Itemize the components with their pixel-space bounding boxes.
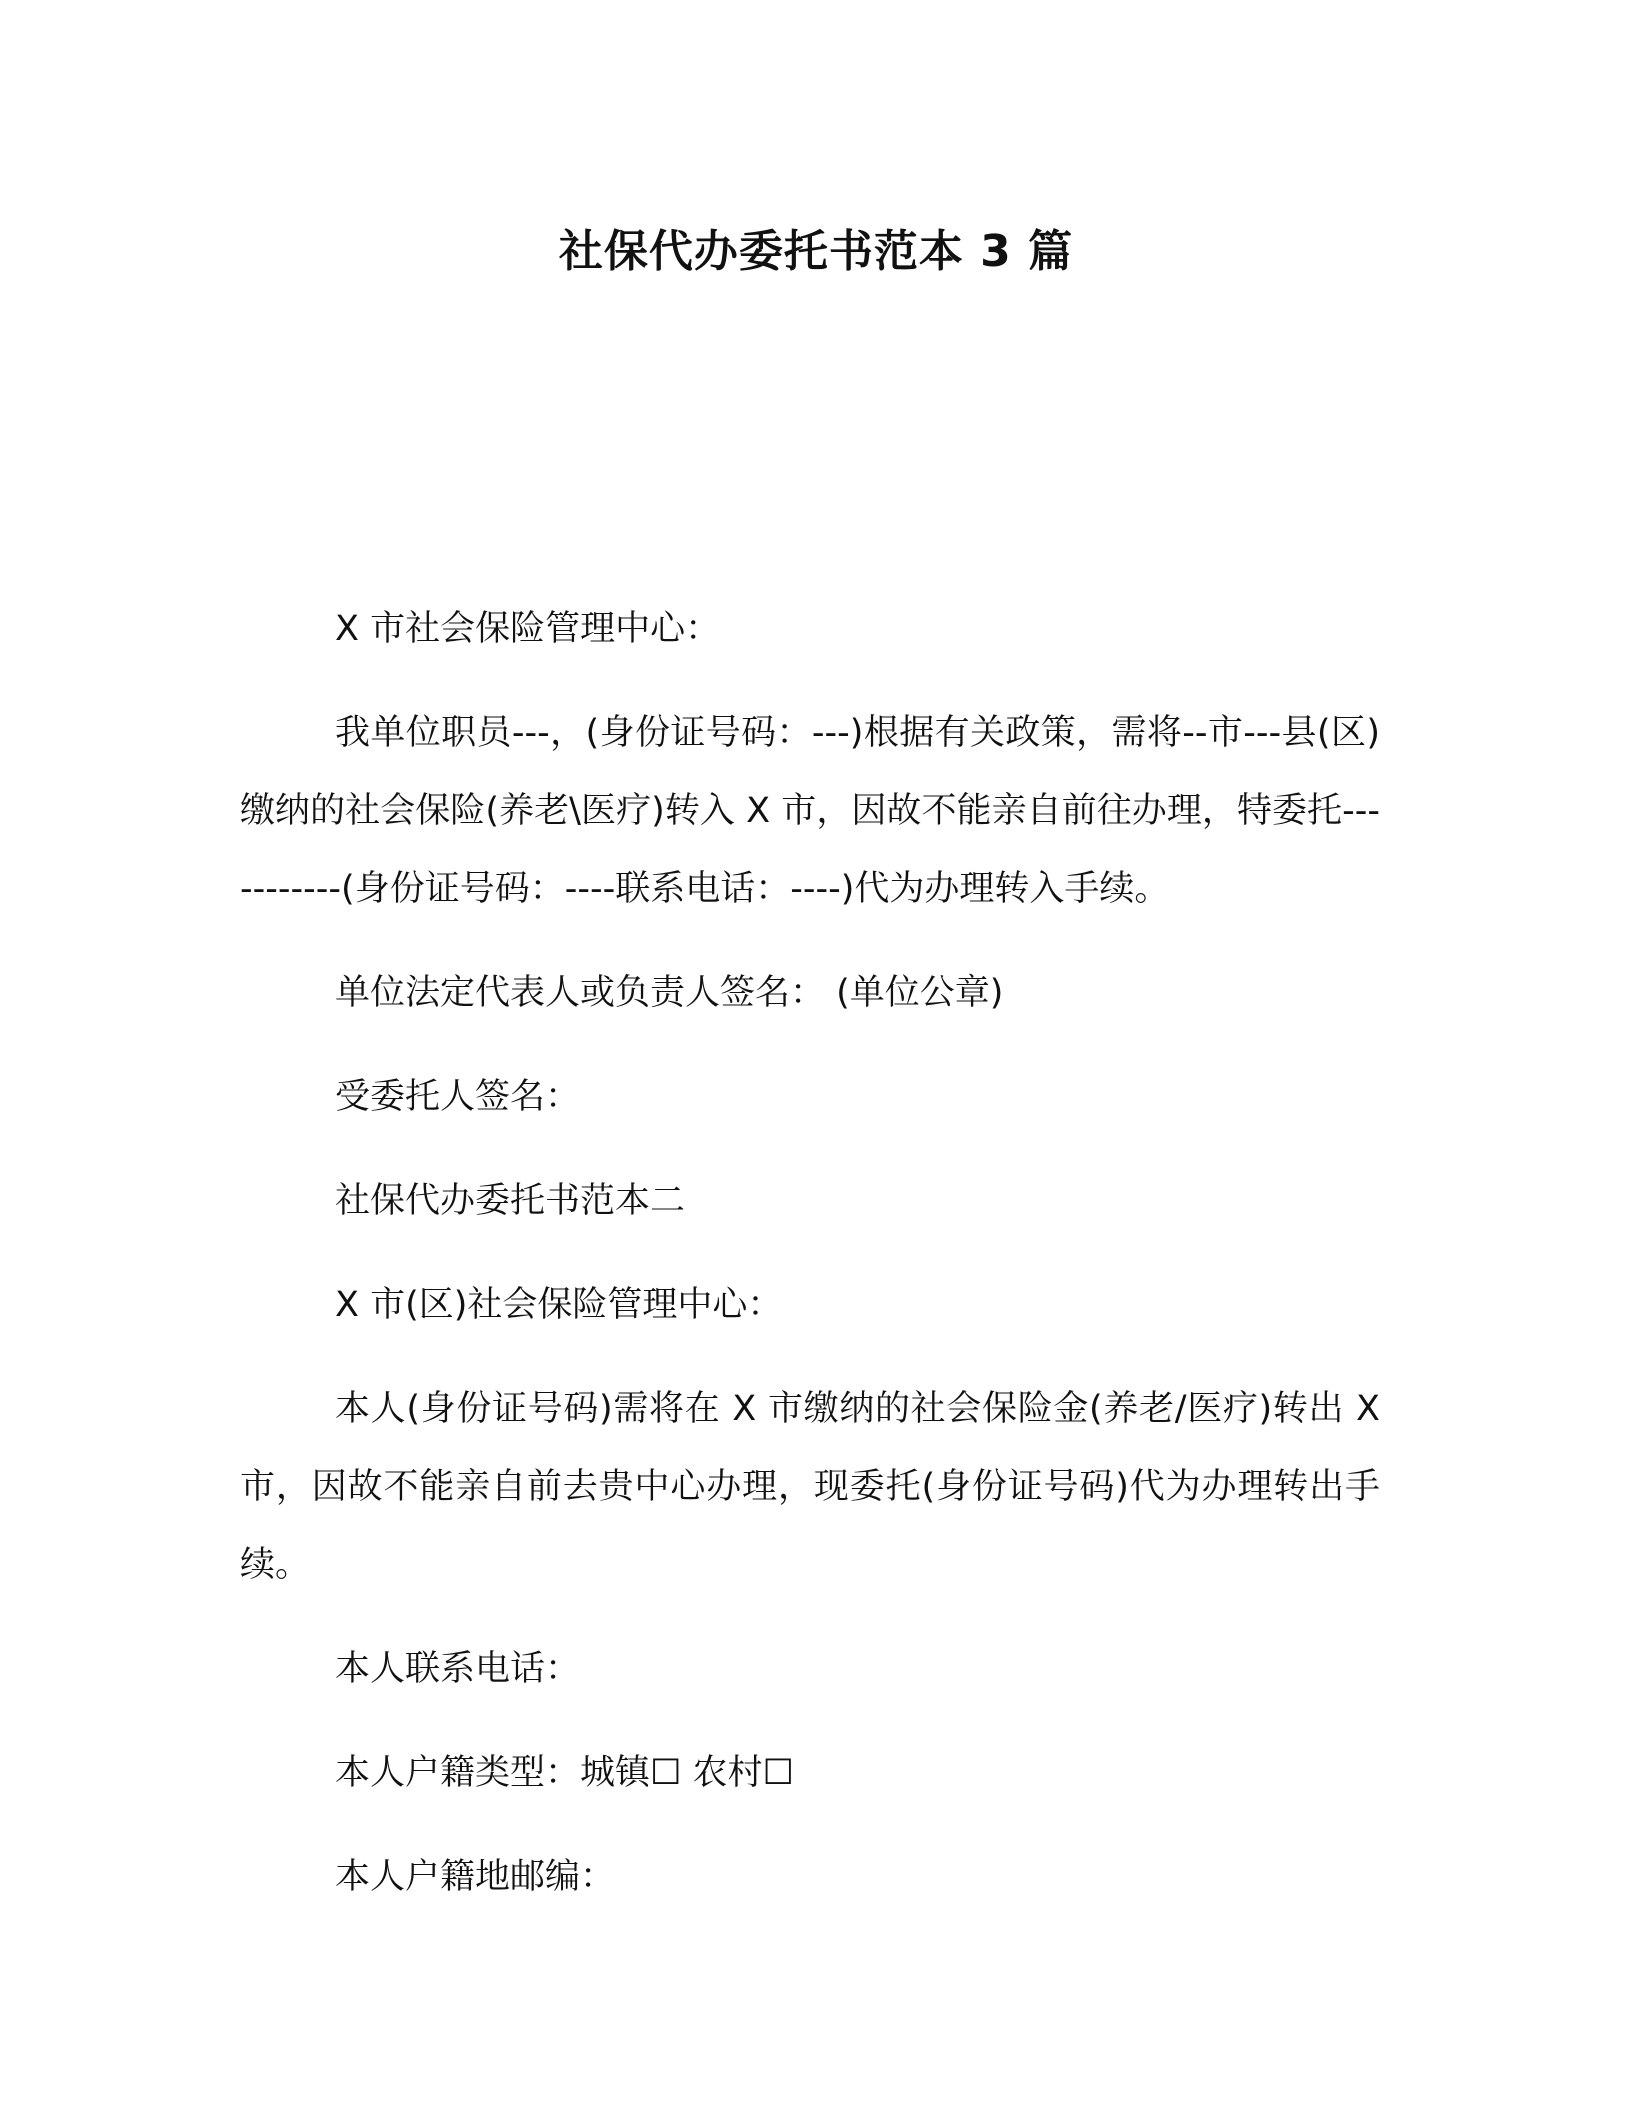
addressee-line-two: X 市(区)社会保险管理中心： — [335, 1285, 783, 1325]
transfer-out-paragraph: 本人(身份证号码)需将在 X 市缴纳的社会保险金(养老/医疗)转出 X 市，因故不能亲自前去贵中心办理，现委托(身份证号码)代为办理转出手续。 — [240, 1389, 1380, 1585]
document-title: 社保代办委托书范本 3 篇 — [558, 226, 1074, 277]
section-heading-template-two: 社保代办委托书范本二 — [335, 1181, 686, 1221]
household-type-line: 本人户籍类型：城镇☐ 农村☐ — [335, 1753, 794, 1793]
document-body — [240, 590, 1380, 1942]
entrusted-person-signature-line: 受委托人签名： — [335, 1077, 581, 1117]
addressee-line: X 市社会保险管理中心： — [335, 609, 721, 649]
contact-phone-line: 本人联系电话： — [335, 1649, 581, 1689]
household-postcode-line: 本人户籍地邮编： — [335, 1857, 616, 1897]
legal-representative-signature-line: 单位法定代表人或负责人签名： (单位公章) — [335, 973, 1004, 1013]
entrustment-paragraph: 我单位职员---，(身份证号码：---)根据有关政策，需将--市---县(区)缴纳的社会保险(养老\医疗)转入 X 市，因故不能亲自前往办理，特委托-----------(身份证号码：----联系电话：----)代为办理转入手续。 — [240, 713, 1380, 909]
